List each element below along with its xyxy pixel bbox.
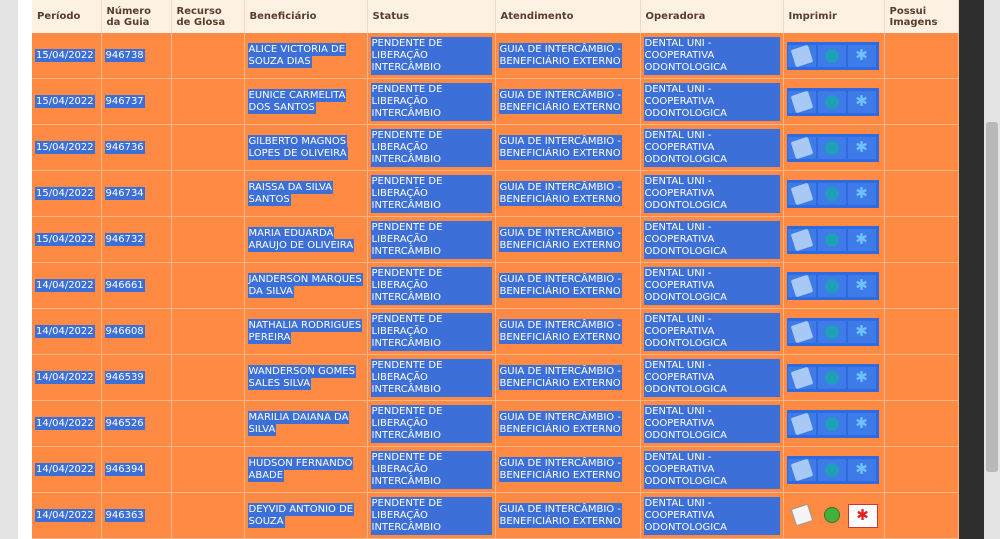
cell-operadora — [640, 355, 783, 401]
globe-icon[interactable] — [818, 91, 846, 113]
col-operadora[interactable]: Operadora — [640, 0, 783, 33]
medical-star-icon[interactable]: ✱ — [848, 459, 876, 481]
periodo-value: 15/04/2022 — [36, 95, 94, 107]
medical-star-icon[interactable]: ✱ — [848, 504, 878, 528]
atendimento-value: GUIA DE INTERCÂMBIO - BENEFICIÁRIO EXTERNO — [499, 457, 621, 481]
cell-possui-imagens — [884, 171, 958, 217]
medical-star-icon[interactable]: ✱ — [848, 137, 876, 159]
medical-star-icon[interactable]: ✱ — [848, 45, 876, 67]
col-status[interactable]: Status — [367, 0, 495, 33]
atendimento-value: GUIA DE INTERCÂMBIO - BENEFICIÁRIO EXTERNO — [499, 227, 621, 251]
operadora-value: DENTAL UNI - COOPERATIVA ODONTOLOGICA — [644, 313, 780, 351]
cell-numero-guia[interactable] — [101, 401, 171, 447]
cell-beneficiario — [244, 263, 367, 309]
cell-operadora — [640, 171, 783, 217]
cell-periodo — [32, 447, 101, 493]
cell-beneficiario — [244, 447, 367, 493]
cell-status — [367, 493, 495, 539]
print-actions — [787, 226, 879, 254]
beneficiario-value: MARILIA DAIANA DA SILVA — [248, 411, 349, 435]
cell-numero-guia[interactable] — [101, 263, 171, 309]
cell-operadora — [640, 263, 783, 309]
cell-periodo — [32, 263, 101, 309]
operadora-value: DENTAL UNI - COOPERATIVA ODONTOLOGICA — [644, 359, 780, 397]
document-icon[interactable] — [788, 367, 816, 389]
numero-guia-link[interactable]: 946737 — [105, 95, 144, 107]
cell-recurso-glosa — [171, 79, 244, 125]
operadora-value: DENTAL UNI - COOPERATIVA ODONTOLOGICA — [644, 497, 780, 535]
cell-recurso-glosa — [171, 447, 244, 493]
cell-numero-guia[interactable] — [101, 171, 171, 217]
globe-icon[interactable] — [818, 504, 846, 526]
cell-imprimir — [783, 401, 884, 447]
table-row[interactable] — [32, 355, 958, 401]
table-row[interactable] — [32, 493, 958, 539]
cell-recurso-glosa — [171, 355, 244, 401]
periodo-value: 14/04/2022 — [36, 417, 94, 429]
globe-icon[interactable] — [818, 321, 846, 343]
globe-icon[interactable] — [818, 459, 846, 481]
document-icon[interactable] — [788, 275, 816, 297]
col-imprimir: Imprimir — [783, 0, 884, 33]
print-actions — [787, 180, 879, 208]
numero-guia-link[interactable]: 946736 — [105, 141, 144, 153]
status-value: PENDENTE DE LIBERAÇÃO INTERCÂMBIO — [371, 37, 492, 75]
guides-table — [32, 0, 959, 539]
medical-star-icon[interactable]: ✱ — [848, 413, 876, 435]
cell-imprimir — [783, 493, 884, 539]
cell-operadora — [640, 401, 783, 447]
col-periodo[interactable]: Período — [32, 0, 101, 33]
print-actions — [787, 364, 879, 392]
table-row[interactable] — [32, 309, 958, 355]
cell-imprimir — [783, 263, 884, 309]
beneficiario-value: RAISSA DA SILVA SANTOS — [248, 181, 333, 205]
status-value: PENDENTE DE LIBERAÇÃO INTERCÂMBIO — [371, 359, 492, 397]
cell-recurso-glosa — [171, 171, 244, 217]
cell-beneficiario — [244, 125, 367, 171]
cell-atendimento — [495, 401, 640, 447]
numero-guia-link[interactable]: 946363 — [105, 509, 144, 521]
cell-recurso-glosa — [171, 217, 244, 263]
medical-star-icon[interactable]: ✱ — [848, 321, 876, 343]
globe-icon[interactable] — [818, 183, 846, 205]
globe-icon[interactable] — [818, 367, 846, 389]
beneficiario-value: EUNICE CARMELITA DOS SANTOS — [248, 89, 346, 113]
atendimento-value: GUIA DE INTERCÂMBIO - BENEFICIÁRIO EXTERNO — [499, 365, 621, 389]
cell-atendimento — [495, 33, 640, 79]
cell-periodo — [32, 401, 101, 447]
numero-guia-link[interactable]: 946539 — [105, 371, 144, 383]
cell-periodo — [32, 217, 101, 263]
document-icon[interactable] — [788, 413, 816, 435]
cell-numero-guia[interactable] — [101, 217, 171, 263]
scrollbar-thumb[interactable] — [986, 122, 998, 472]
cell-atendimento — [495, 447, 640, 493]
print-actions — [787, 410, 879, 438]
cell-atendimento — [495, 493, 640, 539]
table-row[interactable] — [32, 33, 958, 79]
cell-numero-guia[interactable] — [101, 33, 171, 79]
document-icon[interactable] — [788, 504, 816, 526]
atendimento-value: GUIA DE INTERCÂMBIO - BENEFICIÁRIO EXTERNO — [499, 89, 621, 113]
atendimento-value: GUIA DE INTERCÂMBIO - BENEFICIÁRIO EXTERNO — [499, 319, 621, 343]
atendimento-value: GUIA DE INTERCÂMBIO - BENEFICIÁRIO EXTERNO — [499, 503, 621, 527]
cell-numero-guia[interactable] — [101, 493, 171, 539]
cell-atendimento — [495, 355, 640, 401]
cell-beneficiario — [244, 309, 367, 355]
cell-imprimir — [783, 355, 884, 401]
cell-recurso-glosa — [171, 309, 244, 355]
cell-atendimento — [495, 217, 640, 263]
cell-imprimir — [783, 447, 884, 493]
atendimento-value: GUIA DE INTERCÂMBIO - BENEFICIÁRIO EXTERNO — [499, 181, 621, 205]
atendimento-value: GUIA DE INTERCÂMBIO - BENEFICIÁRIO EXTERNO — [499, 411, 621, 435]
cell-operadora — [640, 79, 783, 125]
cell-status — [367, 401, 495, 447]
beneficiario-value: NATHALIA RODRIGUES PEREIRA — [248, 319, 362, 343]
status-value: PENDENTE DE LIBERAÇÃO INTERCÂMBIO — [371, 313, 492, 351]
beneficiario-value: HUDSON FERNANDO ABADE — [248, 457, 353, 481]
periodo-value: 14/04/2022 — [36, 463, 94, 475]
periodo-value: 14/04/2022 — [36, 279, 94, 291]
document-icon[interactable] — [788, 137, 816, 159]
cell-beneficiario — [244, 33, 367, 79]
cell-atendimento — [495, 263, 640, 309]
table-row[interactable] — [32, 263, 958, 309]
cell-possui-imagens — [884, 355, 958, 401]
table-row[interactable] — [32, 171, 958, 217]
col-possui-imagens: Possui Imagens — [884, 0, 958, 33]
cell-possui-imagens — [884, 309, 958, 355]
operadora-value: DENTAL UNI - COOPERATIVA ODONTOLOGICA — [644, 175, 780, 213]
table-row[interactable] — [32, 217, 958, 263]
periodo-value: 14/04/2022 — [36, 509, 94, 521]
medical-star-icon[interactable]: ✱ — [848, 367, 876, 389]
medical-star-icon[interactable]: ✱ — [848, 229, 876, 251]
cell-imprimir — [783, 79, 884, 125]
cell-recurso-glosa — [171, 33, 244, 79]
cell-numero-guia[interactable] — [101, 125, 171, 171]
cell-periodo — [32, 33, 101, 79]
cell-operadora — [640, 33, 783, 79]
col-atendimento[interactable]: Atendimento — [495, 0, 640, 33]
cell-numero-guia[interactable] — [101, 447, 171, 493]
cell-possui-imagens — [884, 79, 958, 125]
print-actions — [787, 318, 879, 346]
status-value: PENDENTE DE LIBERAÇÃO INTERCÂMBIO — [371, 497, 492, 535]
beneficiario-value: GILBERTO MAGNOS LOPES DE OLIVEIRA — [248, 135, 347, 159]
operadora-value: DENTAL UNI - COOPERATIVA ODONTOLOGICA — [644, 267, 780, 305]
periodo-value: 15/04/2022 — [36, 233, 94, 245]
cell-beneficiario — [244, 401, 367, 447]
globe-icon[interactable] — [818, 45, 846, 67]
cell-atendimento — [495, 171, 640, 217]
cell-operadora — [640, 217, 783, 263]
cell-imprimir — [783, 33, 884, 79]
atendimento-value: GUIA DE INTERCÂMBIO - BENEFICIÁRIO EXTERNO — [499, 135, 621, 159]
cell-recurso-glosa — [171, 263, 244, 309]
cell-imprimir — [783, 171, 884, 217]
cell-operadora — [640, 125, 783, 171]
cell-periodo — [32, 493, 101, 539]
operadora-value: DENTAL UNI - COOPERATIVA ODONTOLOGICA — [644, 83, 780, 121]
cell-beneficiario — [244, 171, 367, 217]
operadora-value: DENTAL UNI - COOPERATIVA ODONTOLOGICA — [644, 405, 780, 443]
col-beneficiario[interactable]: Beneficiário — [244, 0, 367, 33]
cell-status — [367, 217, 495, 263]
left-margin — [0, 0, 18, 539]
cell-operadora — [640, 493, 783, 539]
status-value: PENDENTE DE LIBERAÇÃO INTERCÂMBIO — [371, 267, 492, 305]
status-value: PENDENTE DE LIBERAÇÃO INTERCÂMBIO — [371, 451, 492, 489]
globe-icon[interactable] — [818, 275, 846, 297]
numero-guia-link[interactable]: 946732 — [105, 233, 144, 245]
cell-atendimento — [495, 309, 640, 355]
table-row[interactable] — [32, 401, 958, 447]
status-value: PENDENTE DE LIBERAÇÃO INTERCÂMBIO — [371, 83, 492, 121]
col-numero-guia[interactable]: Número da Guia — [101, 0, 171, 33]
cell-status — [367, 33, 495, 79]
cell-possui-imagens — [884, 493, 958, 539]
beneficiario-value: JANDERSON MARQUES DA SILVA — [248, 273, 362, 297]
beneficiario-value: DEYVID ANTONIO DE SOUZA — [248, 503, 354, 527]
medical-star-icon[interactable]: ✱ — [848, 91, 876, 113]
globe-icon[interactable] — [818, 413, 846, 435]
status-value: PENDENTE DE LIBERAÇÃO INTERCÂMBIO — [371, 405, 492, 443]
operadora-value: DENTAL UNI - COOPERATIVA ODONTOLOGICA — [644, 451, 780, 489]
cell-status — [367, 309, 495, 355]
atendimento-value: GUIA DE INTERCÂMBIO - BENEFICIÁRIO EXTERNO — [499, 273, 621, 297]
periodo-value: 15/04/2022 — [36, 49, 94, 61]
cell-periodo — [32, 125, 101, 171]
numero-guia-link[interactable]: 946738 — [105, 49, 144, 61]
operadora-value: DENTAL UNI - COOPERATIVA ODONTOLOGICA — [644, 221, 780, 259]
cell-status — [367, 355, 495, 401]
document-icon[interactable] — [788, 91, 816, 113]
table-header-row — [32, 0, 958, 33]
cell-numero-guia[interactable] — [101, 309, 171, 355]
cell-status — [367, 79, 495, 125]
beneficiario-value: MARIA EDUARDA ARAUJO DE OLIVEIRA — [248, 227, 354, 251]
cell-periodo — [32, 79, 101, 125]
cell-recurso-glosa — [171, 125, 244, 171]
cell-status — [367, 171, 495, 217]
document-icon[interactable] — [788, 321, 816, 343]
cell-atendimento — [495, 125, 640, 171]
right-shadow — [958, 0, 984, 539]
cell-possui-imagens — [884, 125, 958, 171]
table-row[interactable] — [32, 125, 958, 171]
print-actions — [787, 42, 879, 70]
print-actions — [787, 134, 879, 162]
print-actions — [787, 88, 879, 116]
cell-recurso-glosa — [171, 401, 244, 447]
globe-icon[interactable] — [818, 229, 846, 251]
numero-guia-link[interactable]: 946661 — [105, 279, 144, 291]
beneficiario-value: ALICE VICTORIA DE SOUZA DIAS — [248, 43, 346, 67]
cell-imprimir — [783, 309, 884, 355]
cell-status — [367, 263, 495, 309]
print-actions — [787, 456, 879, 484]
cell-periodo — [32, 171, 101, 217]
atendimento-value: GUIA DE INTERCÂMBIO - BENEFICIÁRIO EXTERNO — [499, 43, 621, 67]
globe-icon[interactable] — [818, 137, 846, 159]
cell-operadora — [640, 447, 783, 493]
cell-numero-guia[interactable] — [101, 79, 171, 125]
cell-beneficiario — [244, 355, 367, 401]
print-actions — [787, 272, 879, 300]
cell-possui-imagens — [884, 401, 958, 447]
periodo-value: 15/04/2022 — [36, 141, 94, 153]
cell-possui-imagens — [884, 263, 958, 309]
cell-numero-guia[interactable] — [101, 355, 171, 401]
numero-guia-link[interactable]: 946734 — [105, 187, 144, 199]
cell-possui-imagens — [884, 33, 958, 79]
cell-beneficiario — [244, 217, 367, 263]
cell-beneficiario — [244, 493, 367, 539]
cell-possui-imagens — [884, 447, 958, 493]
cell-periodo — [32, 355, 101, 401]
cell-imprimir — [783, 217, 884, 263]
document-icon[interactable] — [788, 45, 816, 67]
table-row[interactable] — [32, 79, 958, 125]
numero-guia-link[interactable]: 946394 — [105, 463, 144, 475]
document-icon[interactable] — [788, 459, 816, 481]
cell-possui-imagens — [884, 217, 958, 263]
cell-periodo — [32, 309, 101, 355]
cell-recurso-glosa — [171, 493, 244, 539]
cell-atendimento — [495, 79, 640, 125]
cell-status — [367, 447, 495, 493]
periodo-value: 14/04/2022 — [36, 325, 94, 337]
print-actions — [787, 504, 881, 528]
operadora-value: DENTAL UNI - COOPERATIVA ODONTOLOGICA — [644, 37, 780, 75]
beneficiario-value: WANDERSON GOMES SALES SILVA — [248, 365, 355, 389]
status-value: PENDENTE DE LIBERAÇÃO INTERCÂMBIO — [371, 175, 492, 213]
medical-star-icon[interactable]: ✱ — [848, 275, 876, 297]
table-row[interactable] — [32, 447, 958, 493]
numero-guia-link[interactable]: 946526 — [105, 417, 144, 429]
cell-status — [367, 125, 495, 171]
operadora-value: DENTAL UNI - COOPERATIVA ODONTOLOGICA — [644, 129, 780, 167]
medical-star-icon[interactable]: ✱ — [848, 183, 876, 205]
periodo-value: 15/04/2022 — [36, 187, 94, 199]
document-icon[interactable] — [788, 229, 816, 251]
status-value: PENDENTE DE LIBERAÇÃO INTERCÂMBIO — [371, 129, 492, 167]
periodo-value: 14/04/2022 — [36, 371, 94, 383]
col-recurso-glosa[interactable]: Recurso de Glosa — [171, 0, 244, 33]
status-value: PENDENTE DE LIBERAÇÃO INTERCÂMBIO — [371, 221, 492, 259]
cell-imprimir — [783, 125, 884, 171]
document-icon[interactable] — [788, 183, 816, 205]
cell-operadora — [640, 309, 783, 355]
cell-beneficiario — [244, 79, 367, 125]
numero-guia-link[interactable]: 946608 — [105, 325, 144, 337]
